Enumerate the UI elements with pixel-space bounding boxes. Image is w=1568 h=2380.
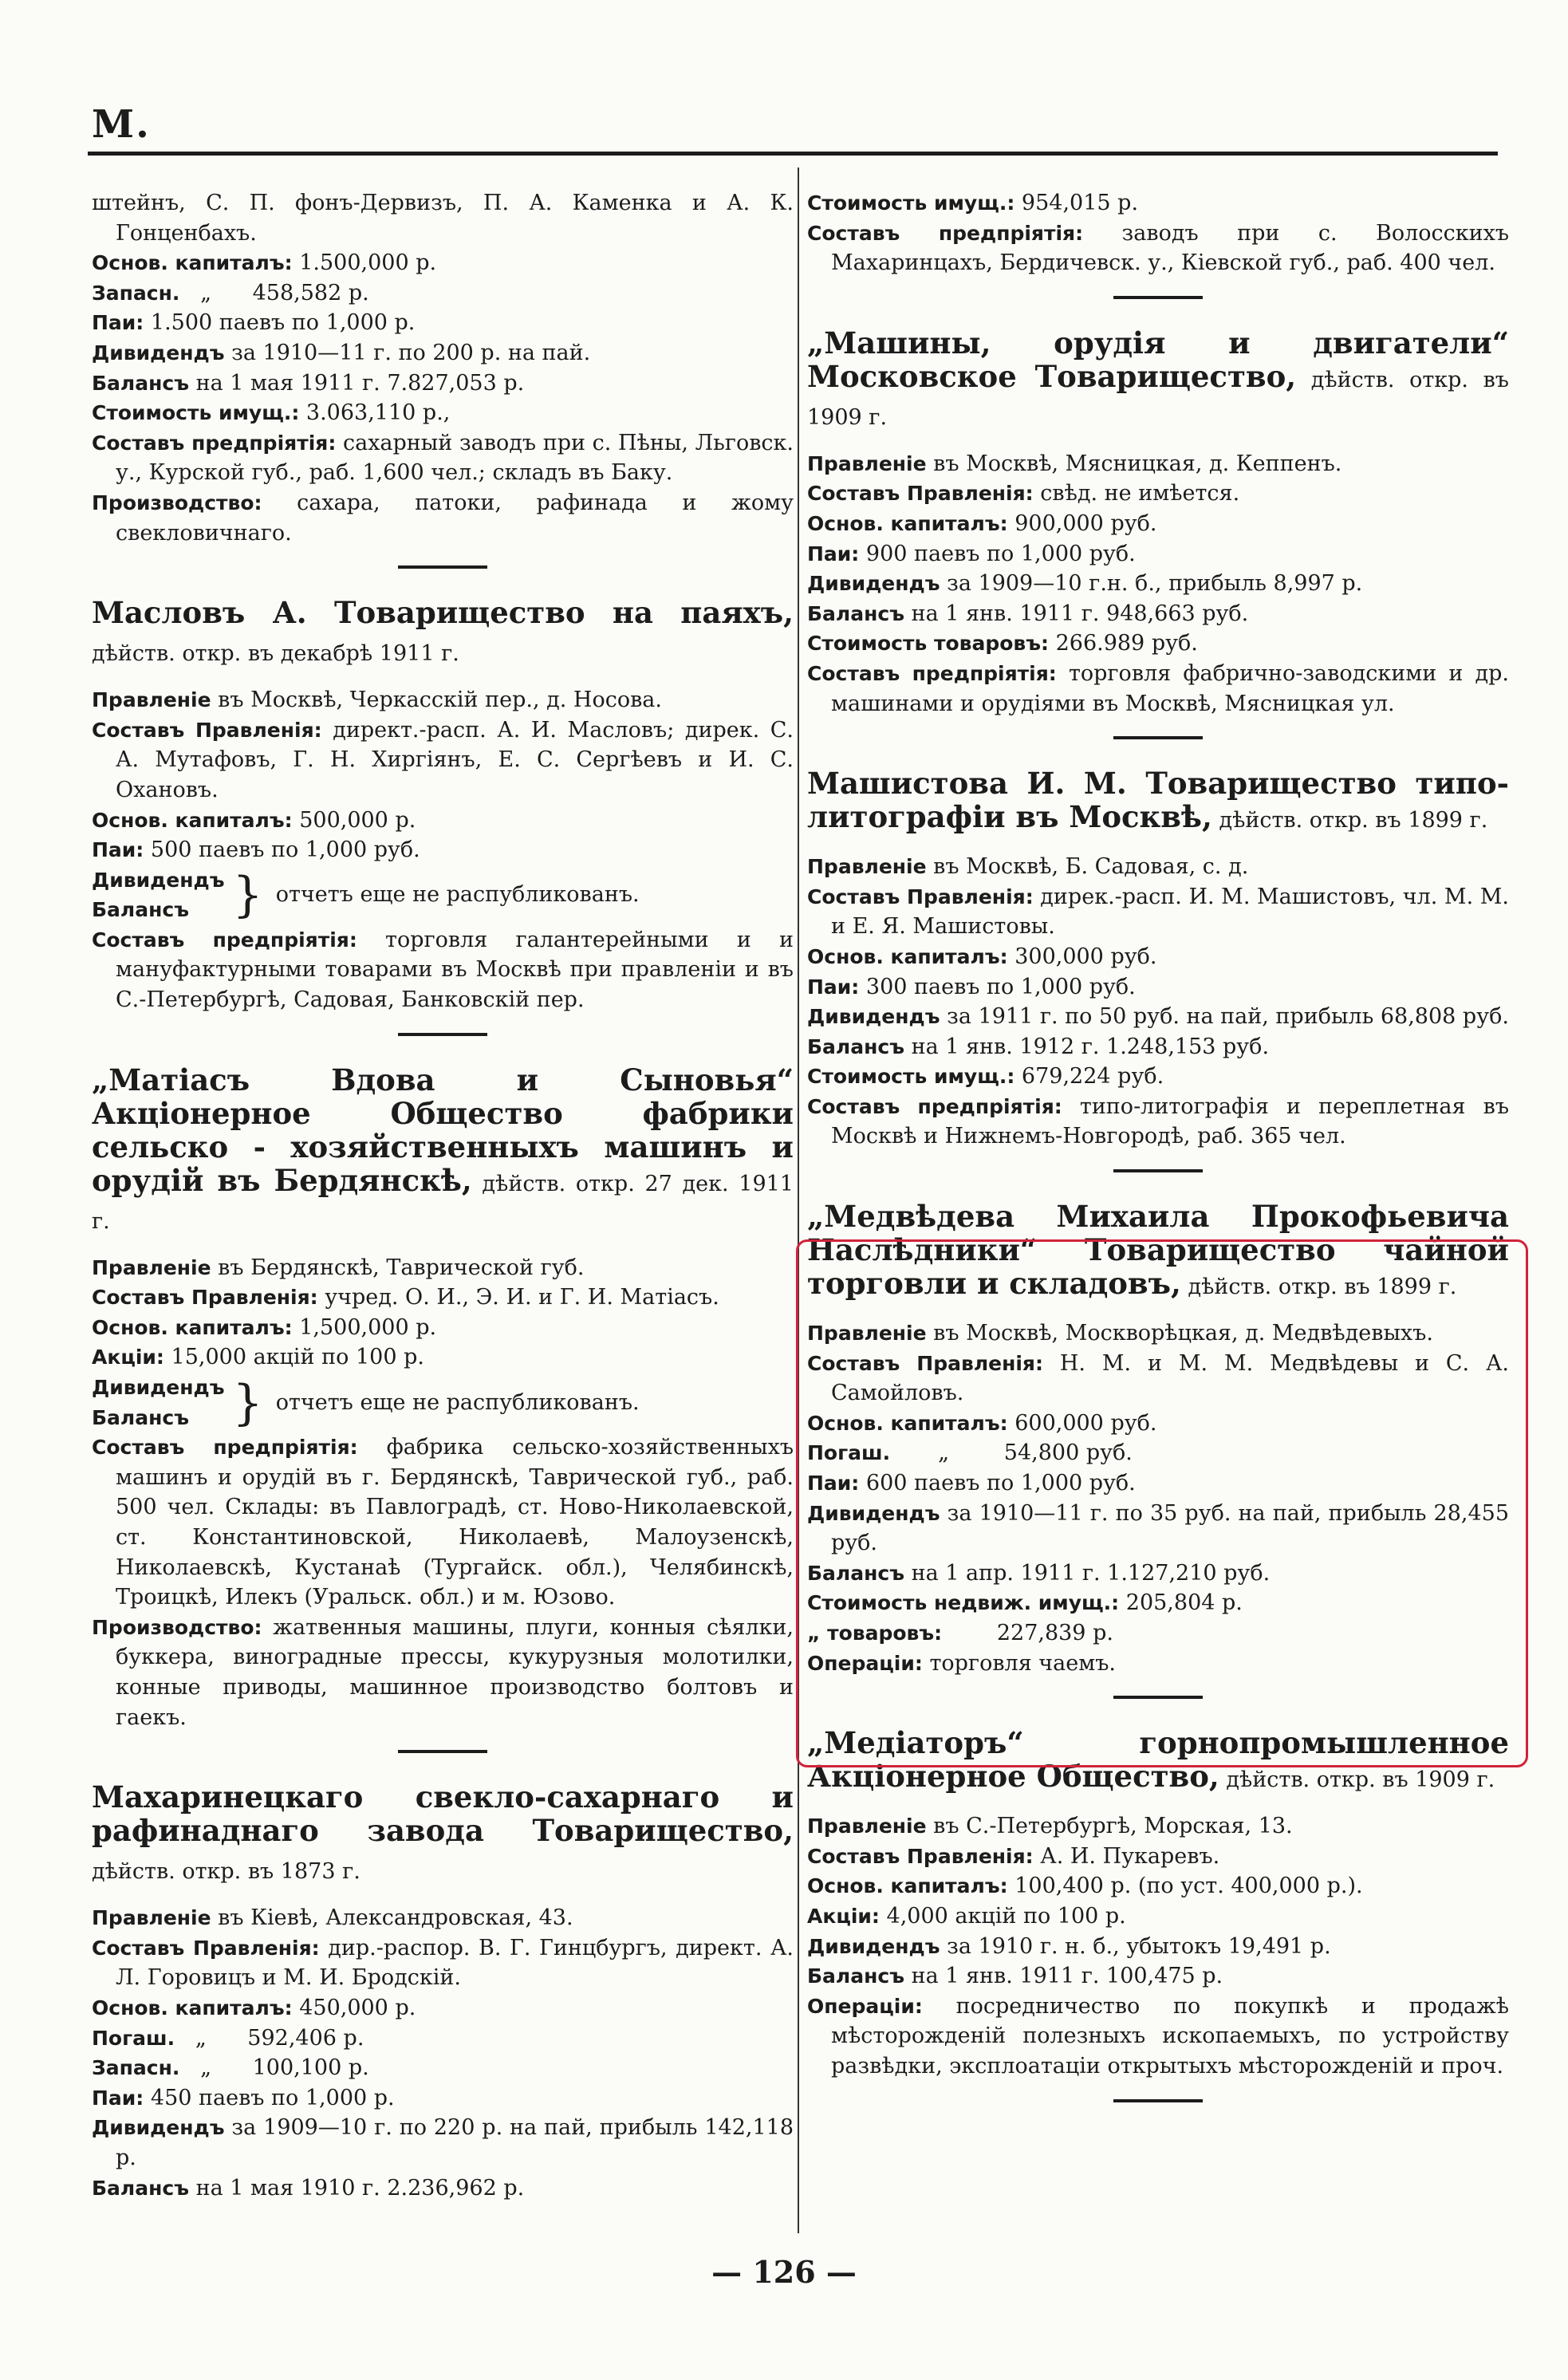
- field-label: Паи:: [807, 1472, 860, 1495]
- entry-separator: [1113, 1169, 1203, 1172]
- field-label: Балансъ: [807, 1964, 904, 1988]
- entry-line: [92, 368, 794, 399]
- field-value: заводъ при с. Волосскихъ Махаринцахъ, Бердичевск. у., Кіевской губ., раб. 400 чел.: [831, 220, 1516, 276]
- field-value: 266.989 руб.: [1049, 631, 1198, 656]
- field-label: Составъ Правленія:: [807, 1844, 1034, 1868]
- field-value: „ 54,800 руб.: [890, 1440, 1133, 1466]
- entry-name: „Машины, орудія и двигатели“ Московское Товарищество,: [807, 325, 1509, 394]
- field-label: Составъ предпріятія:: [92, 1436, 358, 1460]
- field-value: въ Москвѣ, Б. Садовая, с. д.: [926, 854, 1249, 880]
- brace-glyph: }: [232, 1374, 263, 1431]
- field-value: сахара, патоки, рафинада и жому свекловичнаго.: [116, 490, 801, 546]
- field-value: въ С.-Петербургѣ, Морская, 13.: [926, 1814, 1293, 1839]
- field-label: Балансъ: [92, 898, 189, 922]
- entry-line: [807, 1992, 1516, 2082]
- entry-line: [92, 1933, 801, 1993]
- entry-line: [92, 835, 794, 865]
- field-label: Составъ Правленія:: [92, 1936, 320, 1960]
- field-label: Дивидендъ: [92, 341, 225, 364]
- field-value: въ Москвѣ, Мясницкая, д. Кеппенъ.: [926, 451, 1342, 476]
- field-label: Паи:: [92, 311, 144, 335]
- field-label: Дивидендъ: [807, 572, 940, 596]
- field-value: „ 458,582 р.: [179, 280, 369, 305]
- entry-opened: дѣйств. откр. 27 дек. 1911 г.: [92, 1171, 794, 1234]
- entry-line: [807, 1901, 1509, 1932]
- field-value: 500,000 р.: [292, 807, 416, 833]
- entry-separator: [1113, 2099, 1203, 2102]
- field-value: за 1910—11 г. по 35 руб. на пай, прибыль 28,455 руб.: [831, 1500, 1516, 1556]
- field-value: 300,000 руб.: [1007, 944, 1157, 969]
- entry-line: [92, 248, 794, 278]
- entry-line: [92, 2083, 794, 2114]
- field-label: Основ. капиталъ:: [92, 1315, 293, 1339]
- field-label: Основ. капиталъ:: [92, 1996, 293, 2019]
- entry-line: [92, 1342, 794, 1373]
- section-letter: М.: [92, 102, 151, 147]
- field-label: Правленіе: [92, 1906, 211, 1930]
- entry-line: [807, 882, 1516, 942]
- header-rule: [88, 152, 1498, 156]
- field-value: за 1911 г. по 50 руб. на пай, прибыль 68,808 руб.: [940, 1004, 1509, 1030]
- brace-text: отчетъ еще не распубликованъ.: [275, 882, 640, 908]
- entry-line: [92, 925, 801, 1015]
- field-label: Балансъ: [807, 601, 904, 625]
- field-label: Акціи:: [807, 1904, 880, 1928]
- entry-line: [807, 509, 1509, 539]
- field-label: Паи:: [807, 542, 860, 565]
- highlight-box: [796, 1239, 1528, 1767]
- field-label: Составъ предпріятія:: [807, 221, 1084, 245]
- entry-line: [807, 1961, 1509, 1992]
- entry-title: [92, 596, 794, 671]
- field-label: Операціи:: [807, 1651, 923, 1675]
- entry-line: [807, 1062, 1509, 1092]
- entry-line: [92, 1613, 801, 1732]
- field-label: Основ. капиталъ:: [807, 511, 1008, 535]
- right-column: [807, 188, 1516, 2130]
- entry-line: штейнъ, С. П. фонъ-Дервизъ, П. А. Каменка и А. К. Гонценбахъ.: [92, 191, 794, 246]
- entry-line: [807, 1092, 1516, 1152]
- field-value: типо-литографія и переплетная въ Москвѣ и Нижнемъ-Новгородѣ, раб. 365 чел.: [831, 1093, 1516, 1149]
- entry-separator: [1113, 296, 1203, 299]
- entry-matias: [92, 1062, 801, 1733]
- field-label: Балансъ: [92, 1405, 189, 1429]
- entry-line: [92, 1432, 801, 1613]
- field-value: на 1 мая 1911 г. 7.827,053 р.: [189, 370, 525, 396]
- field-label: Стоимость имущ.:: [807, 191, 1015, 215]
- entry-line: [92, 1283, 794, 1313]
- entry-line: [807, 1842, 1509, 1872]
- entry-opened: дѣйств. откр. въ 1899 г.: [1180, 1275, 1457, 1300]
- field-value: свѣд. не имѣется.: [1033, 481, 1240, 506]
- field-label: Паи:: [92, 2086, 144, 2110]
- entry-name: Масловъ А. Товарищество на паяхъ,: [92, 595, 794, 631]
- entry-line: [807, 852, 1509, 882]
- field-label: Составъ Правленія:: [92, 718, 322, 742]
- entry-line: [92, 1313, 794, 1343]
- entry-title: [92, 1063, 794, 1239]
- field-label: Основ. капиталъ:: [92, 251, 293, 275]
- entry-title: [92, 1780, 794, 1889]
- entry-line: [92, 2053, 794, 2083]
- field-label: Операціи:: [807, 1994, 923, 2018]
- entry-mediator: [807, 1725, 1516, 2081]
- entry-opened: дѣйств. откр. въ декабрѣ 1911 г.: [92, 641, 459, 667]
- entry-title: [807, 326, 1509, 435]
- field-label: Составъ предпріятія:: [92, 431, 337, 455]
- entry-maslov: [92, 595, 801, 1015]
- field-value: за 1910 г. н. б., убытокъ 19,491 р.: [940, 1933, 1331, 1959]
- brace-text: отчетъ еще не распубликованъ.: [275, 1389, 640, 1415]
- entry-separator: [398, 1033, 487, 1036]
- field-label: Стоимость недвиж. имущ.:: [807, 1591, 1120, 1615]
- entry-line: [92, 1253, 794, 1283]
- entry-name: Машистова И. М. Товарищество типо-литографіи въ Москвѣ,: [807, 766, 1509, 835]
- field-label: Правленіе: [92, 1255, 211, 1279]
- field-value: учред. О. И., Э. И. и Г. И. Матіасъ.: [317, 1285, 719, 1310]
- field-label: Стоимость имущ.:: [807, 1065, 1015, 1089]
- entry-line: [92, 715, 801, 806]
- field-value: 954,015 р.: [1014, 191, 1139, 215]
- field-label: Балансъ: [92, 371, 189, 395]
- entry-separator: [398, 1750, 487, 1753]
- field-value: сахарный заводъ при с. Пѣны, Льговск. у., Курской губ., раб. 1,600 чел.; складъ въ Баку.: [116, 430, 801, 486]
- field-value: фабрика сельско-хозяйственныхъ машинъ и орудій въ г. Бердянскѣ, Таврической губ., раб. 500 чел. Склады: въ Павлоградѣ, ст. Ново-Николаевской, ст. Константиновской, Николаевѣ, Малоузенскѣ, Николаевскѣ, Кустанаѣ (Тургайск. обл.), Челябинскѣ, Троицкѣ, Илекъ (Уральск. обл.) и м. Юзово.: [116, 1435, 801, 1610]
- field-value: 1,500,000 р.: [292, 1314, 437, 1340]
- field-label: Дивидендъ: [92, 1376, 225, 1400]
- field-value: торговля чаемъ.: [922, 1650, 1116, 1676]
- field-value: въ Москвѣ, Москворѣцкая, д. Медвѣдевыхъ.: [926, 1321, 1433, 1346]
- field-value: 3.063,110 р.,: [299, 400, 451, 426]
- field-label: Правленіе: [92, 688, 211, 712]
- entry-line: [807, 1002, 1509, 1032]
- entry-line: [92, 1993, 794, 2023]
- entry-mashiny: [807, 325, 1516, 719]
- field-value: „ 592,406 р.: [175, 2025, 364, 2051]
- entry-separator: [1113, 736, 1203, 739]
- entry-opened: дѣйств. откр. въ 1873 г.: [92, 1859, 360, 1885]
- field-value: 600 паевъ по 1,000 руб.: [859, 1471, 1136, 1496]
- field-value: 900 паевъ по 1,000 руб.: [859, 541, 1136, 566]
- field-label: Запасн.: [92, 2056, 180, 2080]
- entry-title: [807, 766, 1509, 837]
- field-value: за 1909—10 г.н. б., прибыль 8,997 р.: [940, 571, 1363, 597]
- field-label: Составъ предпріятія:: [807, 1094, 1062, 1118]
- field-label: Правленіе: [807, 855, 927, 879]
- field-value: 1.500,000 р.: [292, 250, 437, 276]
- entry-name: „Матіасъ Вдова и Сыновья“ Акціонерное Общество фабрики сельско - хозяйственныхъ машинъ и орудій въ Бердянскѣ,: [92, 1062, 794, 1198]
- field-value: на 1 мая 1910 г. 2.236,962 р.: [189, 2175, 525, 2201]
- entry-name: „Медвѣдева Михаила Прокофьевича Наслѣдники“ Товарищество чайной торговли и складовъ,: [807, 1199, 1509, 1302]
- entry-line: [92, 428, 801, 488]
- field-value: 600,000 руб.: [1007, 1410, 1157, 1436]
- entry-line: [807, 539, 1509, 569]
- entry-line: [92, 2173, 794, 2204]
- field-label: Основ. капиталъ:: [807, 1874, 1008, 1898]
- field-label: Балансъ: [807, 1034, 904, 1058]
- field-label: Составъ предпріятія:: [92, 928, 357, 952]
- entry-line: [807, 1032, 1509, 1062]
- field-value: дир.-распор. В. Г. Гинцбургъ, директ. А. Л. Горовицъ и М. И. Бродскій.: [116, 1935, 801, 1991]
- entry-line: [92, 308, 794, 338]
- field-label: Составъ Правленія:: [807, 1351, 1043, 1375]
- field-label: Основ. капиталъ:: [807, 944, 1008, 968]
- field-value: 450,000 р.: [292, 1995, 416, 2020]
- field-label: Акціи:: [92, 1346, 164, 1369]
- entry-line: [807, 599, 1509, 629]
- brace-group: [92, 1373, 794, 1432]
- field-value: въ Бердянскѣ, Таврической губ.: [211, 1255, 585, 1280]
- entry-separator: [398, 565, 487, 569]
- entry-line: [807, 659, 1516, 719]
- brace-glyph: }: [232, 867, 263, 924]
- entry-line: [807, 1811, 1509, 1842]
- entry-line: [92, 1903, 794, 1933]
- field-label: Стоимость товаровъ:: [807, 632, 1049, 656]
- field-value: 15,000 акцій по 100 р.: [163, 1345, 424, 1370]
- field-value: на 1 янв. 1911 г. 948,663 руб.: [904, 601, 1249, 626]
- field-label: Составъ Правленія:: [807, 885, 1034, 908]
- field-value: на 1 апр. 1911 г. 1.127,210 руб.: [904, 1560, 1271, 1586]
- field-label: Производство:: [92, 1615, 262, 1639]
- field-value: 100,400 р. (по уст. 400,000 р.).: [1007, 1874, 1363, 1899]
- entry-line: [807, 449, 1509, 479]
- entry-line: [807, 1932, 1509, 1962]
- field-value: А. И. Пукаревъ.: [1033, 1843, 1220, 1869]
- field-value: 227,839 р.: [942, 1621, 1113, 1645]
- field-value: дирек.-расп. И. М. Машистовъ, чл. М. М. и Е. Я. Машистовы.: [831, 884, 1516, 940]
- field-value: директ.-расп. А. И. Масловъ; дирек. С. А. Мутафовъ, Г. Н. Хиргіянъ, Е. С. Сергѣевъ и И. С. Охановъ.: [116, 717, 801, 802]
- field-label: Производство:: [92, 491, 262, 514]
- entry-line: [807, 188, 1509, 219]
- entry-line: [92, 806, 794, 836]
- field-value: торговля фабрично-заводскими и др. машинами и орудіями въ Москвѣ, Мясницкая ул.: [831, 660, 1516, 716]
- field-value: на 1 янв. 1911 г. 100,475 р.: [904, 1964, 1223, 1989]
- field-label: Дивидендъ: [92, 2116, 225, 2140]
- entry-makharin: [92, 1779, 801, 2203]
- field-label: Правленіе: [807, 1322, 927, 1346]
- field-value: 4,000 акцій по 100 р.: [879, 1903, 1126, 1929]
- field-label: Паи:: [92, 838, 144, 862]
- entry-opened: дѣйств. откр. въ 1899 г.: [1211, 808, 1488, 833]
- field-label: Паи:: [807, 975, 860, 999]
- field-label: Правленіе: [807, 451, 927, 475]
- entry-opened: дѣйств. откр. въ 1909 г.: [807, 367, 1509, 430]
- field-label: Составъ предпріятія:: [807, 661, 1057, 685]
- entry-line: [807, 972, 1509, 1003]
- entry-line: [807, 479, 1509, 509]
- field-value: 1.500 паевъ по 1,000 р.: [144, 310, 416, 336]
- field-label: Балансъ: [807, 1561, 904, 1585]
- entry-line: [807, 569, 1509, 599]
- entry-line: [92, 488, 801, 548]
- entry-name: Махаринецкаго свекло-сахарнаго и рафинаднаго завода Товарищество,: [92, 1779, 794, 1849]
- field-value: 300 паевъ по 1,000 руб.: [859, 974, 1136, 999]
- field-label: Основ. капиталъ:: [92, 808, 293, 832]
- entry-opened: дѣйств. откр. въ 1909 г.: [1219, 1767, 1495, 1793]
- field-value: 900,000 руб.: [1007, 510, 1157, 536]
- field-value: 679,224 руб.: [1014, 1064, 1164, 1090]
- entry-line: [92, 338, 794, 368]
- entry-line: [807, 628, 1509, 659]
- field-label: Дивидендъ: [807, 1005, 940, 1029]
- field-label: Погаш.: [92, 2026, 175, 2050]
- field-value: за 1910—11 г. по 200 р. на пай.: [224, 340, 591, 365]
- entry-line: [92, 398, 794, 428]
- field-value: за 1909—10 г. по 220 р. на пай, прибыль 142,118 р.: [116, 2115, 801, 2170]
- entry-line: [92, 2113, 801, 2173]
- field-label: Балансъ: [92, 2176, 189, 2200]
- field-value: 450 паевъ по 1,000 р.: [144, 2085, 395, 2110]
- field-value: „ 100,100 р.: [179, 2055, 369, 2081]
- field-label: Составъ Правленія:: [92, 1286, 318, 1310]
- entry-line: [807, 942, 1509, 972]
- field-label: Правленіе: [807, 1815, 927, 1838]
- field-label: Дивидендъ: [807, 1934, 940, 1958]
- column-divider: [798, 167, 799, 2233]
- field-label: „ товаровъ:: [807, 1621, 943, 1645]
- field-value: 500 паевъ по 1,000 руб.: [144, 837, 420, 863]
- field-value: въ Кіевѣ, Александровская, 43.: [211, 1905, 573, 1931]
- field-value: посредничество по покупкѣ и продажѣ мѣсторожденій полезныхъ ископаемыхъ, по устройству развѣдки, эксплоатаціи открытыхъ мѣсторожденій и проч.: [831, 1993, 1516, 2079]
- field-label: Составъ Правленія:: [807, 482, 1034, 506]
- field-value: торговля галантерейными и и мануфактурными товарами въ Москвѣ при правленіи и въ С.-Петербургѣ, Садовая, Банковскій пер.: [116, 927, 801, 1013]
- field-value: Н. М. и М. М. Медвѣдевы и С. А. Самойловъ.: [831, 1350, 1516, 1406]
- field-label: Основ. капиталъ:: [807, 1411, 1008, 1435]
- entry-name: „Медіаторъ“ горнопромышленное Акціонерное Общество,: [807, 1725, 1509, 1795]
- entry-line: [807, 219, 1516, 278]
- entry-line: [92, 685, 794, 715]
- entry-line: [92, 278, 794, 309]
- entry-line: [807, 1871, 1509, 1901]
- field-label: Дивидендъ: [92, 868, 225, 892]
- field-label: Погаш.: [807, 1441, 891, 1465]
- field-label: Дивидендъ: [807, 1501, 940, 1525]
- left-column: [92, 188, 801, 2203]
- field-value: жатвенныя машины, плуги, конныя сѣялки, буккера, виноградные прессы, кукурузныя молотилки, конные приводы, машинное производство болтовъ и гаекъ.: [116, 1614, 801, 1730]
- field-value: на 1 янв. 1912 г. 1.248,153 руб.: [904, 1034, 1270, 1059]
- entry-mashistova: [807, 766, 1516, 1152]
- field-value: въ Москвѣ, Черкасскій пер., д. Носова.: [211, 688, 662, 713]
- page-number: — 126 —: [711, 2254, 857, 2290]
- field-label: Стоимость имущ.:: [92, 401, 300, 425]
- field-value: 205,804 р.: [1119, 1590, 1243, 1616]
- field-label: Запасн.: [92, 281, 180, 305]
- brace-group: [92, 865, 794, 925]
- entry-line: [92, 2023, 794, 2054]
